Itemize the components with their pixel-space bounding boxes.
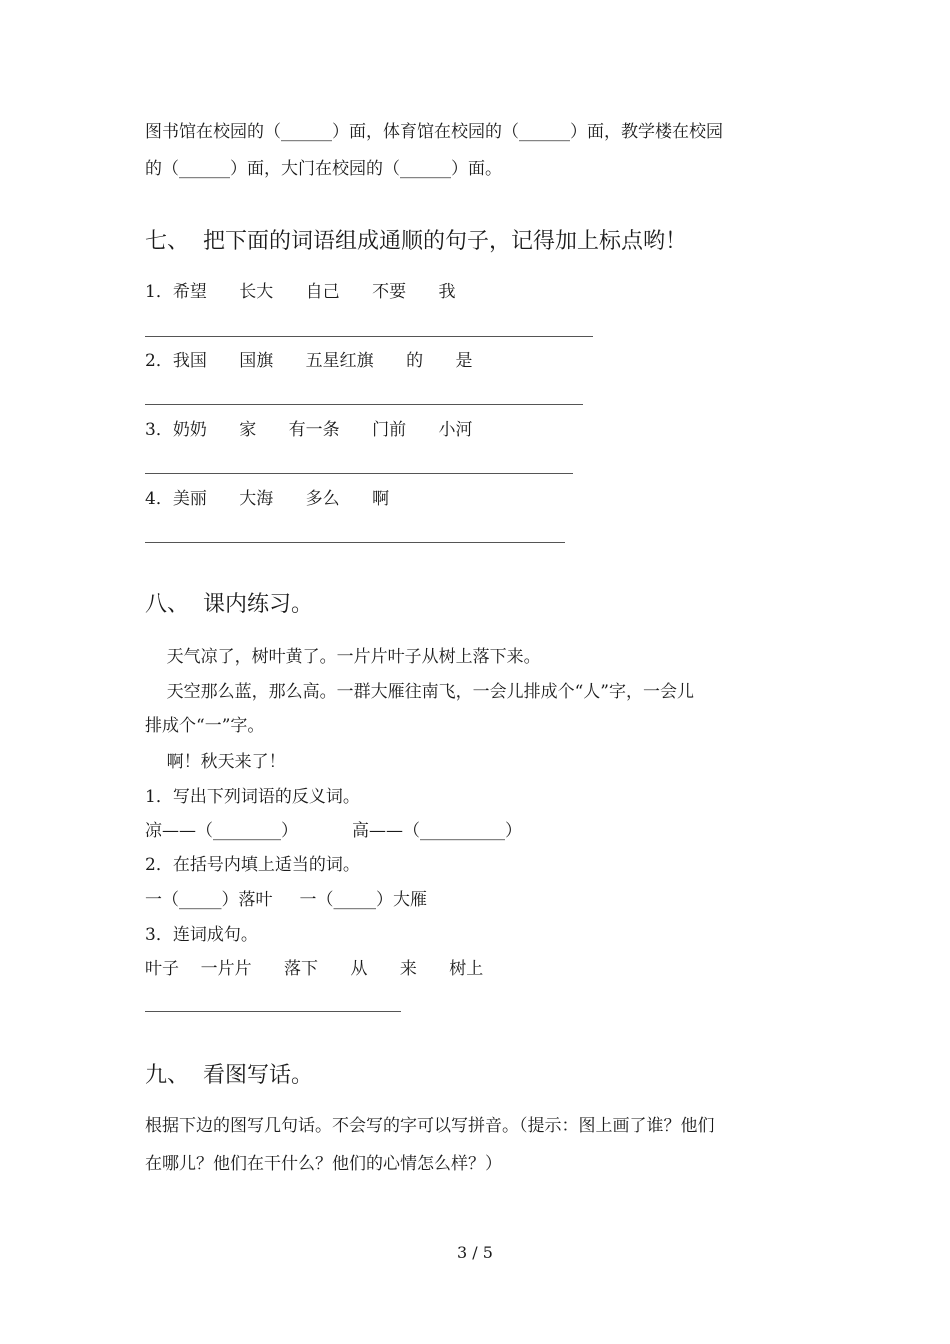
question-2: 2．在括号内填上适当的词。: [145, 855, 360, 875]
prompt-line-1: 根据下边的图写几句话。不会写的字可以写拼音。（提示：图上画了谁？他们: [145, 1116, 715, 1136]
question-3: 3．连词成句。: [145, 925, 258, 945]
passage-line-2: 天空那么蓝，那么高。一群大雁往南飞，一会儿排成个“人”字，一会儿: [145, 682, 694, 702]
question-1: 1．写出下列词语的反义词。: [145, 787, 360, 807]
answer-line-2[interactable]: [145, 404, 583, 405]
section-8-title: 八、 课内练习。: [145, 592, 313, 617]
answer-line-4[interactable]: [145, 542, 565, 543]
answer-line-5[interactable]: [145, 1011, 401, 1012]
prompt-line-2: 在哪儿？他们在干什么？他们的心情怎么样？）: [145, 1154, 502, 1174]
section-9-title: 九、 看图写话。: [145, 1063, 313, 1088]
question-2-answer[interactable]: 一（_____）落叶 一（_____）大雁: [145, 890, 428, 910]
page-number: 3 / 5: [457, 1243, 493, 1262]
passage-line-1: 天气凉了，树叶黄了。一片片叶子从树上落下来。: [145, 647, 541, 667]
answer-line-1[interactable]: [145, 336, 593, 337]
passage-line-3: 排成个“一”字。: [145, 716, 265, 736]
sentence-item-4: 4．美丽 大海 多么 啊: [145, 489, 390, 509]
intro-line-1: 图书馆在校园的（______）面，体育馆在校园的（______）面，教学楼在校园: [145, 122, 723, 142]
sentence-item-1: 1．希望 长大 自己 不要 我: [145, 282, 456, 302]
passage-line-4: 啊！秋天来了！: [145, 752, 286, 772]
question-3-words: 叶子 一片片 落下 从 来 树上: [145, 959, 484, 979]
sentence-item-3: 3．奶奶 家 有一条 门前 小河: [145, 420, 473, 440]
intro-line-2: 的（______）面，大门在校园的（______）面。: [145, 159, 502, 179]
question-1-answer[interactable]: 凉——（________） 高——（__________）: [145, 821, 523, 841]
answer-line-3[interactable]: [145, 473, 573, 474]
sentence-item-2: 2．我国 国旗 五星红旗 的 是: [145, 351, 473, 371]
section-7-title: 七、 把下面的词语组成通顺的句子，记得加上标点哟！: [145, 229, 687, 254]
